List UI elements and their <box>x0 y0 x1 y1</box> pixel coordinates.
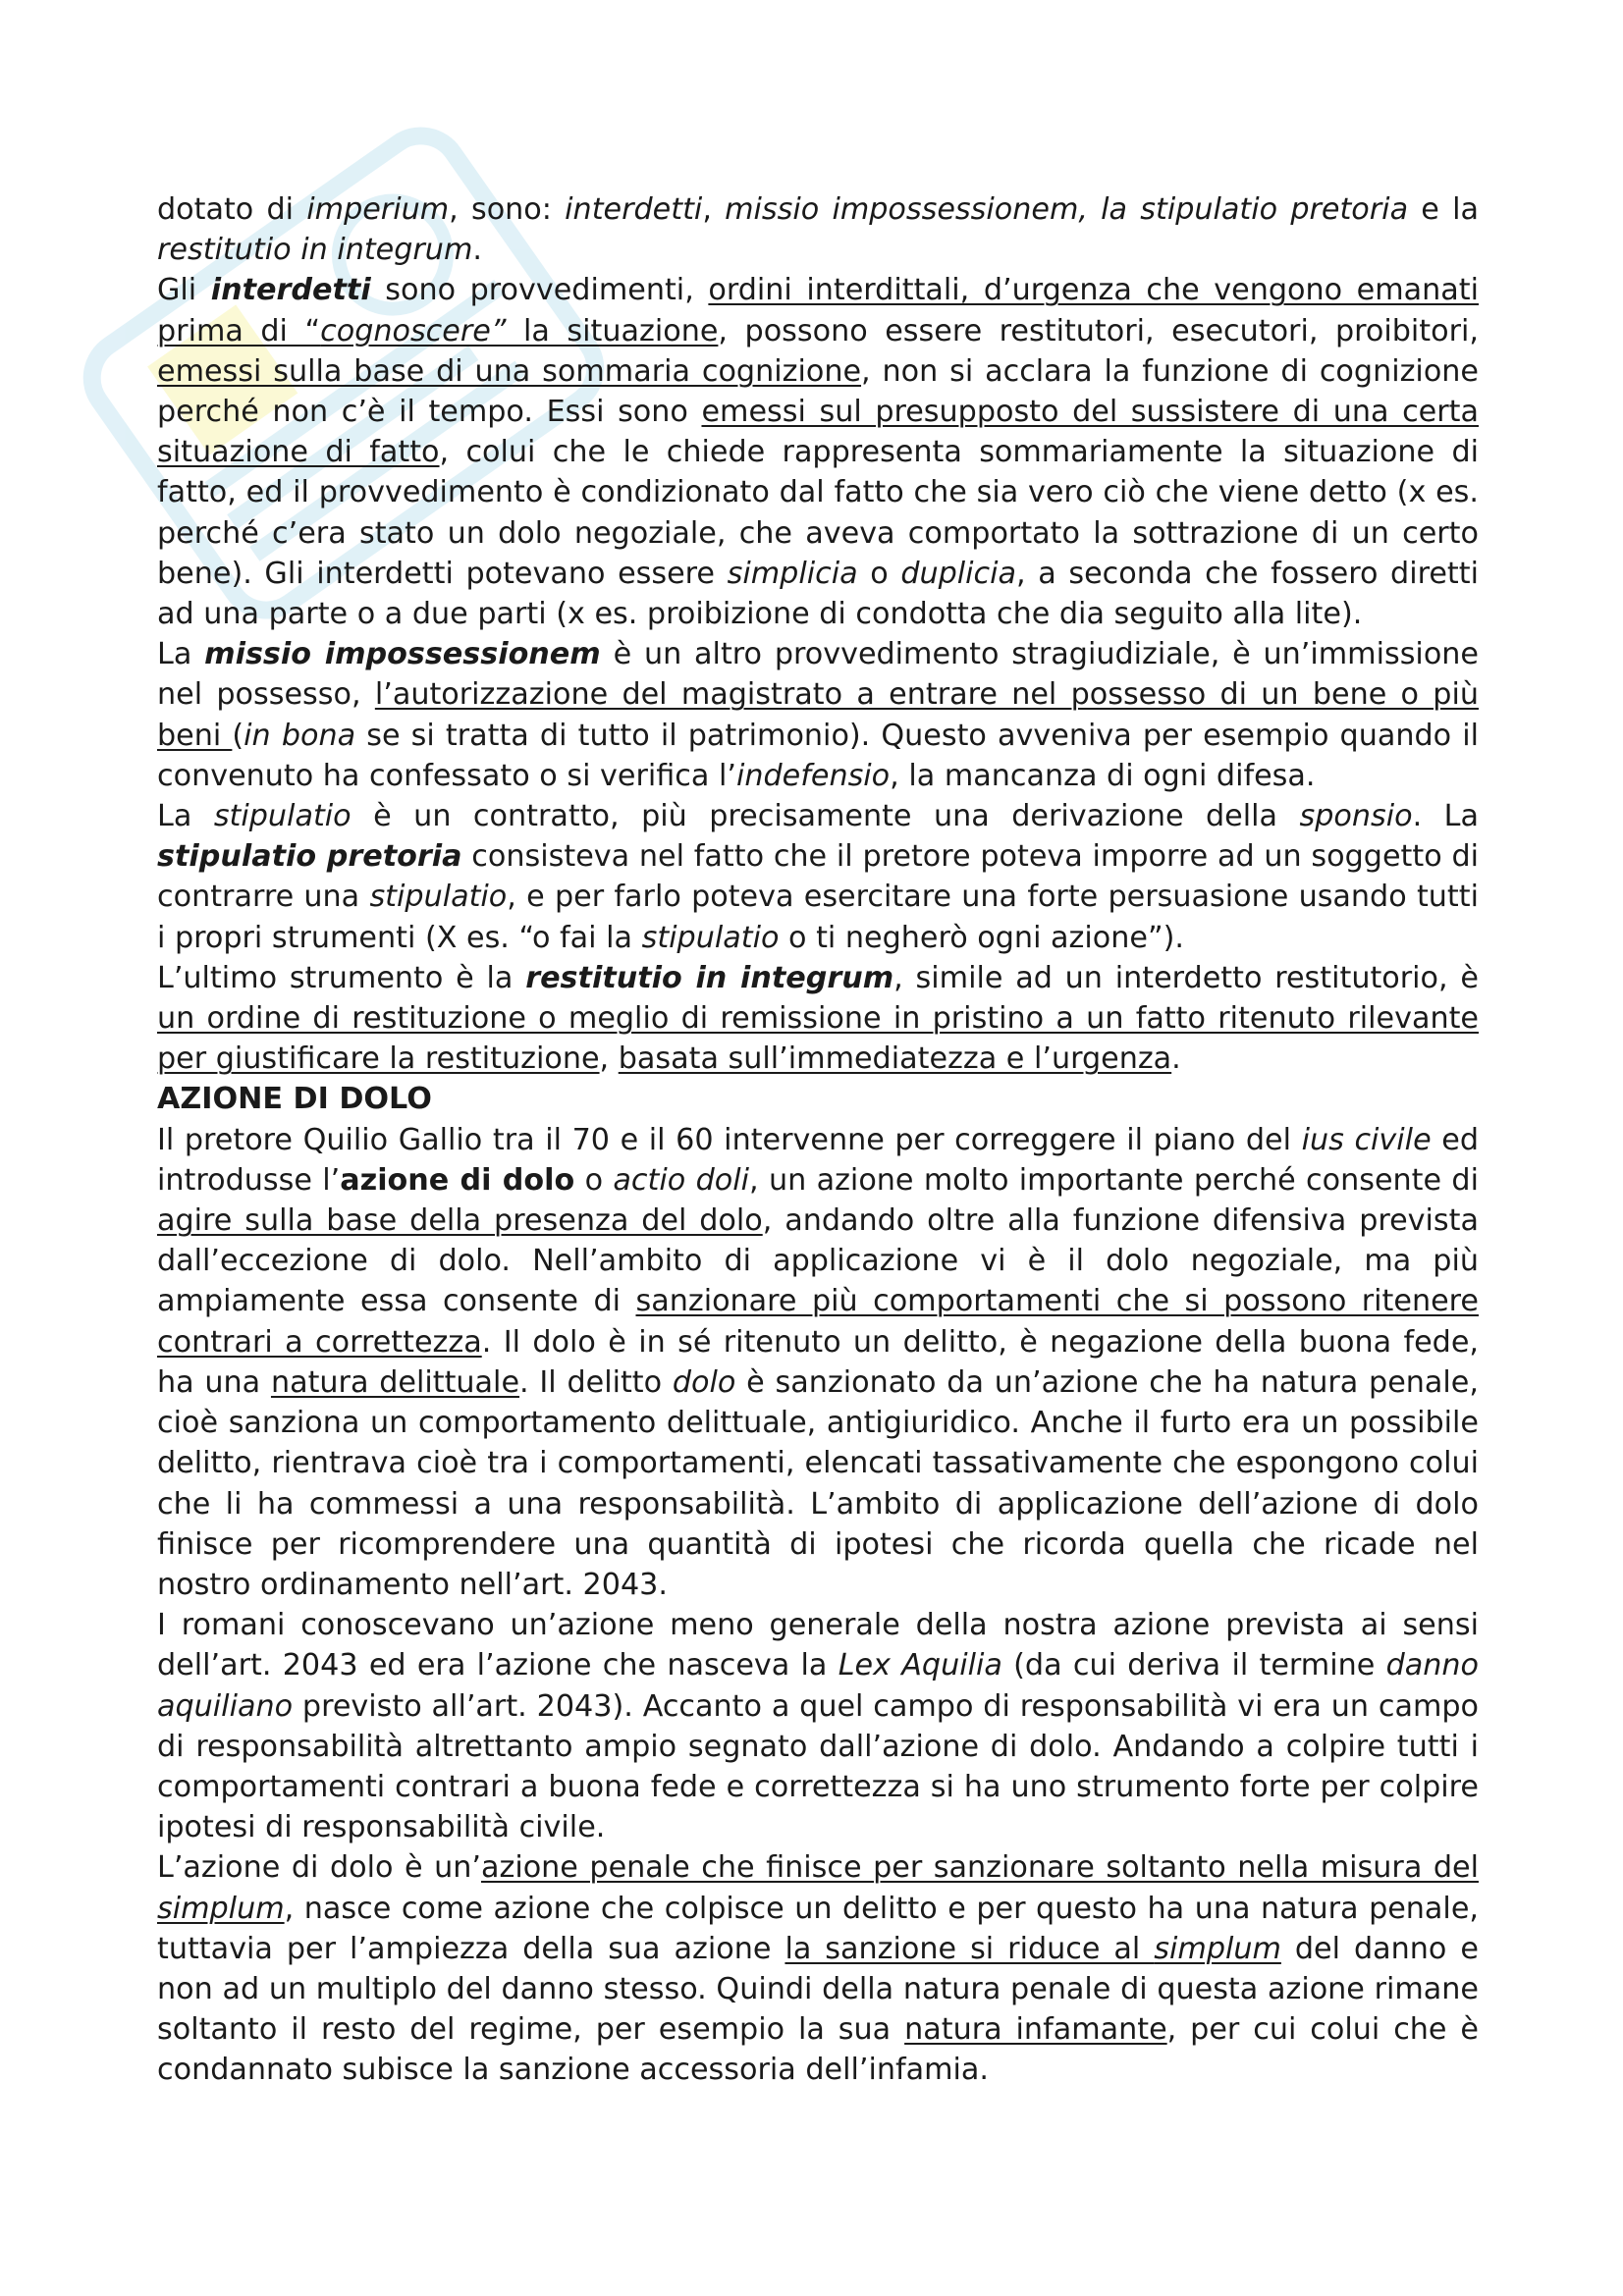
text-run: natura delittuale <box>270 1364 520 1400</box>
text-run: se si tratta di tutto il patrimonio). Questo avveniva per esempio quando il convenuto ha confessato o si verifica l’ <box>157 718 1479 793</box>
text-run: è sanzionato da un’azione che ha natura penale, cioè sanziona un comportamento delittuale, antigiuridico. Anche il furto era un possibile delitto, rientrava cioè tra i comportamenti, elencati tassativamente che espongono colui che li ha commessi a una responsabilità. L’ambito di applicazione dell’azione di dolo finisce per ricomprendere una quantità di ipotesi che ricorda quella che ricade nel nostro ordinamento nell’art. 2043. <box>157 1364 1479 1602</box>
section-heading: AZIONE DI DOLO <box>157 1082 432 1117</box>
text-run: , colui che le chiede rappresenta sommariamente la situazione di fatto, ed il provvedimento è condizionato dal fatto che sia vero ciò che viene detto (x es. perché c’era stato un dolo negoziale, che aveva comportato la sottrazione di un certo bene). Gli interdetti potevano essere <box>157 435 1480 591</box>
text-run: . <box>472 233 482 268</box>
text-run: , a seconda che fossero diretti ad una parte o a due parti (x es. proibizione di condotta che dia seguito alla lite). <box>157 556 1479 632</box>
text-run: simplum <box>1154 1931 1281 1966</box>
text-run: sanzionare più comportamenti che si possono ritenere contrari a correttezza <box>157 1284 1479 1360</box>
text-run: simplicia <box>727 556 858 591</box>
text-run: basata sull’immediatezza e l’urgenza <box>618 1041 1172 1077</box>
text-run: . La <box>1412 799 1479 834</box>
text-run: un ordine di restituzione o meglio di remissione in pristino a un fatto ritenuto rilevante per giustificare la restituzione <box>157 1001 1479 1077</box>
text-run: , per cui colui che è condannato subisce la sanzione accessoria dell’infamia. <box>157 2012 1479 2088</box>
text-run: sono provvedimenti, <box>370 273 709 308</box>
text-run: emessi sulla base di una sommaria cognizione <box>157 353 862 389</box>
text-run: . Il dolo è in sé ritenuto un delitto, è negazione della buona fede, ha una <box>157 1324 1480 1400</box>
text-run: I romani conoscevano un’azione meno generale della nostra azione prevista ai sensi dell’art. 2043 ed era l’azione che nasceva la <box>157 1608 1479 1683</box>
text-run: stipulatio <box>641 920 780 955</box>
text-run: . Il delitto <box>519 1364 673 1400</box>
text-run: è un contratto, più precisamente una derivazione della <box>351 799 1300 834</box>
text-run: missio impossessionem <box>204 637 601 672</box>
text-run: L’ultimo strumento è la <box>157 960 526 995</box>
text-run: azione penale che finisce per sanzionare soltanto nella misura del <box>480 1850 1479 1886</box>
text-run: o <box>574 1162 614 1198</box>
section-paragraph-2 <box>157 1605 1479 1847</box>
text-run: stipulatio pretoria <box>157 839 462 875</box>
text-run: ordini interdittali, d’urgenza che vengono emanati prima di “ <box>157 273 1480 348</box>
paragraph-4 <box>157 796 1479 958</box>
text-run: previsto all’art. 2043). Accanto a quel campo di responsabilità vi era un campo di responsabilità altrettanto ampio segnato dall’azione di dolo. Andando a colpire tutti i comportamenti contrari a buona fede e correttezza si ha uno strumento forte per colpire ipotesi di responsabilità civile. <box>157 1688 1479 1845</box>
text-run: La <box>157 799 214 834</box>
text-run: in bona <box>243 718 356 753</box>
document-body <box>157 189 1479 2091</box>
text-run: stipulatio <box>369 880 508 915</box>
text-run: , andando oltre alla funzione difensiva prevista dall’eccezione di dolo. Nell’ambito di applicazione vi è il dolo negoziale, ma più ampiamente essa consente di <box>157 1203 1479 1319</box>
text-run: ius civile <box>1301 1122 1432 1157</box>
text-run: azione di dolo <box>340 1162 575 1198</box>
text-run: imperium <box>306 192 450 227</box>
section-paragraphs <box>157 1120 1479 2091</box>
text-run: . <box>1171 1041 1181 1077</box>
text-run: emessi sul presupposto del sussistere di una certa situazione di fatto <box>157 395 1479 470</box>
text-run: , non si acclara la funzione di cognizione perché non c’è il tempo. Essi sono <box>157 353 1479 430</box>
text-run: missio impossessionem, la stipulatio pretoria <box>725 192 1409 227</box>
text-run: del danno e non ad un multiplo del danno stesso. Quindi della natura penale di questa azione rimane soltanto il resto del regime, per esempio la sua <box>157 1931 1479 2048</box>
text-run: indefensio <box>735 758 891 793</box>
text-run: , <box>599 1041 619 1077</box>
text-run: cognoscere” <box>320 313 507 348</box>
text-run: L’azione di dolo è un’ <box>157 1850 481 1886</box>
text-run: natura infamante <box>904 2012 1167 2048</box>
text-run: o ti negherò ogni azione”). <box>779 920 1184 955</box>
text-run: la situazione <box>506 313 719 348</box>
text-run: o <box>857 556 901 591</box>
text-run: è un altro provvedimento stragiudiziale, è un’immissione nel possesso, <box>157 637 1479 713</box>
text-run: danno aquiliano <box>157 1648 1479 1724</box>
section-paragraph-3 <box>157 1847 1479 2090</box>
text-run: duplicia <box>900 556 1017 591</box>
text-run: ( <box>232 718 244 753</box>
text-run: Gli <box>157 273 211 308</box>
text-run: la sanzione si riduce al <box>784 1931 1155 1966</box>
text-run: Lex Aquilia <box>838 1648 1002 1683</box>
text-run: e la <box>1408 192 1479 227</box>
text-run: l’autorizzazione del magistrato a entrare nel possesso di un bene o più beni <box>157 677 1479 753</box>
text-run: , <box>702 192 726 227</box>
paragraph-3 <box>157 634 1479 796</box>
text-run: dolo <box>672 1364 736 1400</box>
text-run: , possono essere restitutori, esecutori, proibitori, <box>718 313 1479 348</box>
section-paragraph-1 <box>157 1120 1479 1605</box>
text-run: , e per farlo poteva esercitare una forte persuasione usando tutti i propri strumenti (X es. “o fai la <box>157 880 1479 955</box>
text-run: sponsio <box>1299 799 1413 834</box>
paragraph-2 <box>157 270 1479 634</box>
paragraph-1 <box>157 189 1479 270</box>
text-run: consisteva nel fatto che il pretore poteva imporre ad un soggetto di contrarre una <box>157 839 1479 915</box>
text-run: restitutio in integrum <box>525 960 894 995</box>
text-run: , un azione molto importante perché consente di <box>748 1162 1479 1198</box>
text-run: Il pretore Quilio Gallio tra il 70 e il 60 intervenne per correggere il piano del <box>157 1122 1302 1157</box>
text-run: simplum <box>157 1891 285 1926</box>
intro-paragraphs <box>157 189 1479 1079</box>
text-run: actio doli <box>613 1162 749 1198</box>
text-run: interdetti <box>565 192 703 227</box>
text-run: (da cui deriva il termine <box>1001 1648 1386 1683</box>
text-run: stipulatio <box>213 799 352 834</box>
text-run: , sono: <box>449 192 566 227</box>
paragraph-5 <box>157 958 1479 1080</box>
text-run: , nasce come azione che colpisce un delitto e per questo ha una natura penale, tuttavia per l’ampiezza della sua azione <box>157 1891 1479 1966</box>
text-run: , simile ad un interdetto restitutorio, è <box>893 960 1479 995</box>
text-run: dotato di <box>157 192 307 227</box>
text-run: La <box>157 637 205 672</box>
text-run: , la mancanza di ogni difesa. <box>890 758 1316 793</box>
text-run: interdetti <box>210 273 371 308</box>
text-run: agire sulla base della presenza del dolo <box>157 1203 763 1239</box>
text-run: ed introdusse l’ <box>157 1122 1479 1198</box>
text-run: restitutio in integrum <box>157 233 473 268</box>
